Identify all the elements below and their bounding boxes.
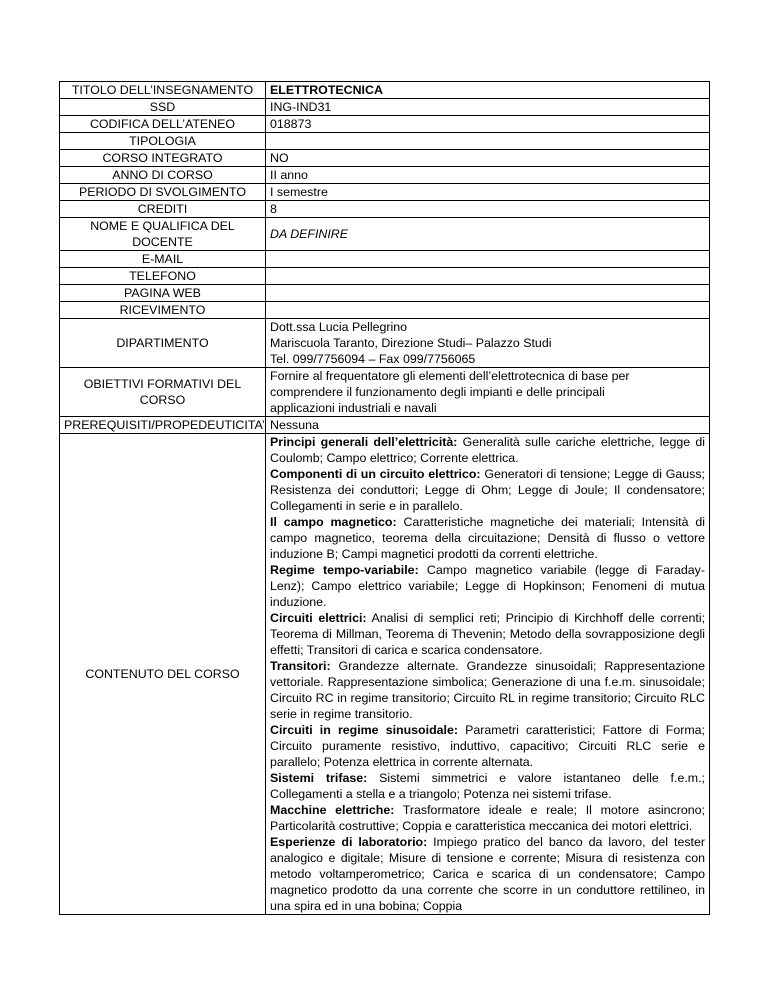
- label-docente-line-1: NOME E QUALIFICA DEL: [90, 219, 235, 233]
- content-section-text: Campo magnetico variabile (legge di Faraday-Lenz); Campo elettrico variabile; Legge di Hopkinson; Fenomeni di mutua induzione.: [270, 563, 705, 609]
- content-section-text: Generatori di tensione; Legge di Gauss; Resistenza dei conduttori; Legge di Ohm; Legge di Joule; Il condensatore; Collegamenti in serie e in parallelo.: [270, 467, 705, 513]
- obiettivi-line-3: applicazioni industriali e navali: [270, 401, 437, 415]
- content-section-heading: Sistemi trifase:: [270, 771, 368, 785]
- label-codifica: CODIFICA DELL’ATENEO: [60, 116, 266, 133]
- label-docente-line-2: DOCENTE: [132, 235, 193, 249]
- row-crediti: [60, 201, 710, 218]
- dipartimento-line-2: Mariscuola Taranto, Direzione Studi– Palazzo Studi: [270, 336, 552, 350]
- label-pagina-web: PAGINA WEB: [60, 285, 266, 302]
- content-section-heading: Macchine elettriche:: [270, 803, 395, 817]
- content-section-heading: Esperienze di laboratorio:: [270, 835, 428, 849]
- row-contenuto: [60, 434, 710, 915]
- content-section-text: Impiego pratico del banco da lavoro, del tester analogico e digitale; Misure di tensione e corrente; Misura di resistenza con metodo voltamperometrico; Carica e scarica di un condensatore; Campo magnetico prodotto da una corrente che scorre in un conduttore rettilineo, in una spira ed in una bobina; Coppia: [270, 835, 705, 913]
- label-obiettivi: [60, 368, 266, 417]
- value-prerequisiti: Nessuna: [266, 417, 710, 434]
- content-section: [270, 562, 705, 610]
- content-section-heading: Componenti di un circuito elettrico:: [270, 467, 481, 481]
- row-codifica: [60, 116, 710, 133]
- value-anno: II anno: [266, 167, 710, 184]
- row-pagina-web: [60, 285, 710, 302]
- row-dipartimento: [60, 319, 710, 368]
- label-tipologia: TIPOLOGIA: [60, 133, 266, 150]
- row-ricevimento: [60, 302, 710, 319]
- value-dipartimento: [266, 319, 710, 368]
- value-ricevimento: [266, 302, 710, 319]
- value-obiettivi: [266, 368, 710, 417]
- content-section-heading: Regime tempo-variabile:: [270, 563, 419, 577]
- row-titolo: [60, 82, 710, 99]
- label-dipartimento: DIPARTIMENTO: [60, 319, 266, 368]
- label-titolo: TITOLO DELL’INSEGNAMENTO: [60, 82, 266, 99]
- label-ricevimento: RICEVIMENTO: [60, 302, 266, 319]
- row-periodo: [60, 184, 710, 201]
- course-info-table: [59, 81, 710, 915]
- value-codifica: 018873: [266, 116, 710, 133]
- content-section: [270, 658, 705, 722]
- row-obiettivi: [60, 368, 710, 417]
- value-telefono: [266, 268, 710, 285]
- content-section-heading: Circuiti elettrici:: [270, 611, 367, 625]
- content-section: [270, 610, 705, 658]
- label-email: E-MAIL: [60, 251, 266, 268]
- row-anno: [60, 167, 710, 184]
- content-section: [270, 514, 705, 562]
- dipartimento-line-1: Dott.ssa Lucia Pellegrino: [270, 320, 408, 334]
- dipartimento-line-3: Tel. 099/7756094 – Fax 099/7756065: [270, 352, 476, 366]
- label-prerequisiti: PREREQUISITI/PROPEDEUTICITA’: [60, 417, 266, 434]
- label-obiettivi-line-2: CORSO: [139, 393, 186, 407]
- label-crediti: CREDITI: [60, 201, 266, 218]
- content-section-text: Trasformatore ideale e reale; Il motore asincrono; Particolarità costruttive; Coppia e caratteristica meccanica dei motori elettrici.: [270, 803, 705, 833]
- content-section: [270, 466, 705, 514]
- content-section-heading: Principi generali dell’elettricità:: [270, 435, 458, 449]
- content-section-text: Parametri caratteristici; Fattore di Forma; Circuito puramente resistivo, induttivo, capacitivo; Circuiti RLC serie e parallelo; Potenza elettrica in corrente alternata.: [270, 723, 705, 769]
- content-section-heading: Circuiti in regime sinusoidale:: [270, 723, 458, 737]
- row-corso-integrato: [60, 150, 710, 167]
- value-tipologia: [266, 133, 710, 150]
- content-section-heading: Transitori:: [270, 659, 331, 673]
- label-periodo: PERIODO DI SVOLGIMENTO: [60, 184, 266, 201]
- content-section-heading: Il campo magnetico:: [270, 515, 397, 529]
- content-section-text: Grandezze alternate. Grandezze sinusoidali; Rappresentazione vettoriale. Rappresentazione simbolica; Generazione di una f.e.m. sinusoidale; Circuito RC in regime transitorio; Circuito RL in regime transitorio; Circuito RLC serie in regime transitorio.: [270, 659, 705, 721]
- value-titolo: ELETTROTECNICA: [266, 82, 710, 99]
- content-section: [270, 834, 705, 914]
- obiettivi-line-2: comprendere il funzionamento degli impianti e delle principali: [270, 385, 605, 399]
- content-section-text: Analisi di semplici reti; Principio di Kirchhoff delle correnti; Teorema di Millman, Teorema di Thevenin; Metodo della sovrapposizione degli effetti; Transitori di carica e scarica condensatore.: [270, 611, 706, 657]
- row-ssd: [60, 99, 710, 116]
- content-section: [270, 802, 705, 834]
- label-docente: [60, 218, 266, 251]
- value-email: [266, 251, 710, 268]
- value-docente: DA DEFINIRE: [266, 218, 710, 251]
- label-obiettivi-line-1: OBIETTIVI FORMATIVI DEL: [83, 377, 242, 391]
- content-section-text: Caratteristiche magnetiche dei materiali; Intensità di campo magnetico, teorema della circuitazione; Densità di flusso o vettore induzione B; Campi magnetici prodotti da correnti elettriche.: [270, 515, 705, 561]
- row-tipologia: [60, 133, 710, 150]
- content-section: [270, 770, 705, 802]
- content-section: [270, 434, 705, 466]
- row-email: [60, 251, 710, 268]
- value-ssd: ING-IND31: [266, 99, 710, 116]
- content-section-text: Generalità sulle cariche elettriche, legge di Coulomb; Campo elettrico; Corrente elettrica.: [270, 435, 705, 465]
- obiettivi-line-1: Fornire al frequentatore gli elementi dell’elettrotecnica di base per: [270, 369, 630, 383]
- row-docente: [60, 218, 710, 251]
- value-corso-integrato: NO: [266, 150, 710, 167]
- label-contenuto: CONTENUTO DEL CORSO: [60, 434, 266, 915]
- label-telefono: TELEFONO: [60, 268, 266, 285]
- course-sheet: [59, 81, 710, 915]
- value-pagina-web: [266, 285, 710, 302]
- content-section-text: Sistemi simmetrici e valore istantaneo delle f.e.m.; Collegamenti a stella e a triangolo; Potenza nei sistemi trifase.: [270, 771, 705, 801]
- value-crediti: 8: [266, 201, 710, 218]
- value-periodo: I semestre: [266, 184, 710, 201]
- value-contenuto: [266, 434, 710, 915]
- label-anno: ANNO DI CORSO: [60, 167, 266, 184]
- row-telefono: [60, 268, 710, 285]
- label-ssd: SSD: [60, 99, 266, 116]
- label-corso-integrato: CORSO INTEGRATO: [60, 150, 266, 167]
- content-section: [270, 722, 705, 770]
- row-prerequisiti: [60, 417, 710, 434]
